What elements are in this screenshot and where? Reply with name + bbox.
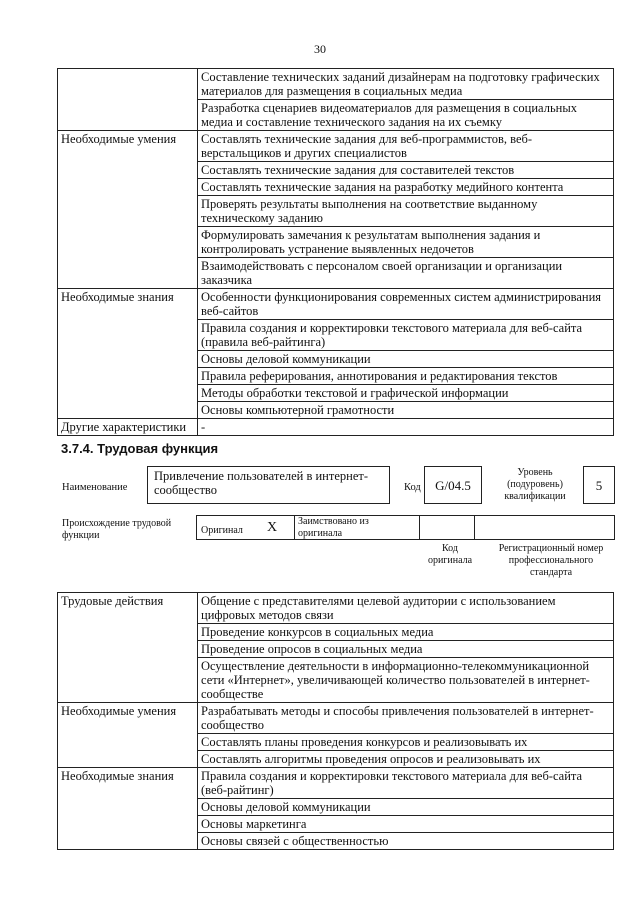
reg-caption: Регистрационный номер профессионального стандарта bbox=[498, 543, 604, 578]
level-label: Уровень (подуровень) квалификации bbox=[504, 467, 566, 502]
table-row bbox=[58, 419, 614, 436]
code-caption: Код оригинала bbox=[427, 543, 473, 566]
origin-code-cell bbox=[420, 515, 475, 540]
row-item: Основы маркетинга bbox=[198, 816, 614, 833]
table-row bbox=[58, 289, 614, 320]
table-row bbox=[58, 131, 614, 162]
row-item: Методы обработки текстовой и графической информации bbox=[198, 385, 614, 402]
row-item: Основы деловой коммуникации bbox=[198, 799, 614, 816]
row-item: Общение с представителями целевой аудитории с использованием цифровых методов связи bbox=[198, 593, 614, 624]
table-row bbox=[58, 593, 614, 624]
row-label: Трудовые действия bbox=[58, 593, 198, 703]
table-row bbox=[58, 69, 614, 100]
row-item: Осуществление деятельности в информационно-телекоммуникационной сети «Интернет», увеличивающей количество пользователей в интернет-сообществе bbox=[198, 658, 614, 703]
row-item: Составлять технические задания для составителей текстов bbox=[198, 162, 614, 179]
row-label: Другие характеристики bbox=[58, 419, 198, 436]
row-item: Составление технических заданий дизайнерам на подготовку графических материалов для размещения в социальных медиа bbox=[198, 69, 614, 100]
row-item: Разрабатывать методы и способы привлечения пользователей в интернет-сообщество bbox=[198, 703, 614, 734]
table-row bbox=[58, 768, 614, 799]
row-item: Разработка сценариев видеоматериалов для размещения в социальных медиа и составление технического задания на их съемку bbox=[198, 100, 614, 131]
row-item: Правила создания и корректировки текстового материала для веб-сайта (веб-райтинг) bbox=[198, 768, 614, 799]
row-item: Проверять результаты выполнения на соответствие выданному техническому заданию bbox=[198, 196, 614, 227]
row-item: Основы деловой коммуникации bbox=[198, 351, 614, 368]
section-heading: 3.7.4. Трудовая функция bbox=[61, 441, 219, 456]
row-label: Необходимые умения bbox=[58, 703, 198, 768]
top-requirements-table bbox=[57, 68, 614, 436]
row-item: Формулировать замечания к результатам выполнения задания и контролировать устранение выявленных недочетов bbox=[198, 227, 614, 258]
table-row bbox=[58, 703, 614, 734]
row-label bbox=[58, 69, 198, 131]
origin-label: Происхождение трудовой функции bbox=[62, 518, 172, 541]
name-label: Наименование bbox=[62, 482, 128, 493]
row-item: Особенности функционирования современных систем администрирования веб-сайтов bbox=[198, 289, 614, 320]
row-item: Составлять технические задания на разработку медийного контента bbox=[198, 179, 614, 196]
row-item: Основы связей с общественностью bbox=[198, 833, 614, 850]
row-item: Составлять планы проведения конкурсов и реализовывать их bbox=[198, 734, 614, 751]
row-label: Необходимые знания bbox=[58, 768, 198, 850]
level-value-box: 5 bbox=[583, 466, 615, 504]
row-item: Составлять алгоритмы проведения опросов и реализовывать их bbox=[198, 751, 614, 768]
row-item: Правила реферирования, аннотирования и редактирования текстов bbox=[198, 368, 614, 385]
row-item: Взаимодействовать с персоналом своей организации и организации заказчика bbox=[198, 258, 614, 289]
function-code-box: G/04.5 bbox=[424, 466, 482, 504]
function-name-box: Привлечение пользователей в интернет-сообщество bbox=[147, 466, 390, 504]
original-mark: X bbox=[267, 520, 278, 535]
row-label: Необходимые умения bbox=[58, 131, 198, 289]
row-item: Основы компьютерной грамотности bbox=[198, 402, 614, 419]
row-item: Проведение опросов в социальных медиа bbox=[198, 641, 614, 658]
row-item: Составлять технические задания для веб-программистов, веб-верстальщиков и других специалистов bbox=[198, 131, 614, 162]
row-label: Необходимые знания bbox=[58, 289, 198, 419]
borrowed-label: Заимствовано из оригинала bbox=[298, 516, 369, 539]
row-item: - bbox=[198, 419, 614, 436]
row-item: Правила создания и корректировки текстового материала для веб-сайта (правила веб-райтинга) bbox=[198, 320, 614, 351]
page-number: 30 bbox=[314, 42, 326, 56]
code-label: Код bbox=[404, 482, 421, 493]
original-label: Оригинал bbox=[201, 525, 243, 536]
bottom-requirements-table bbox=[57, 592, 614, 850]
row-item: Проведение конкурсов в социальных медиа bbox=[198, 624, 614, 641]
